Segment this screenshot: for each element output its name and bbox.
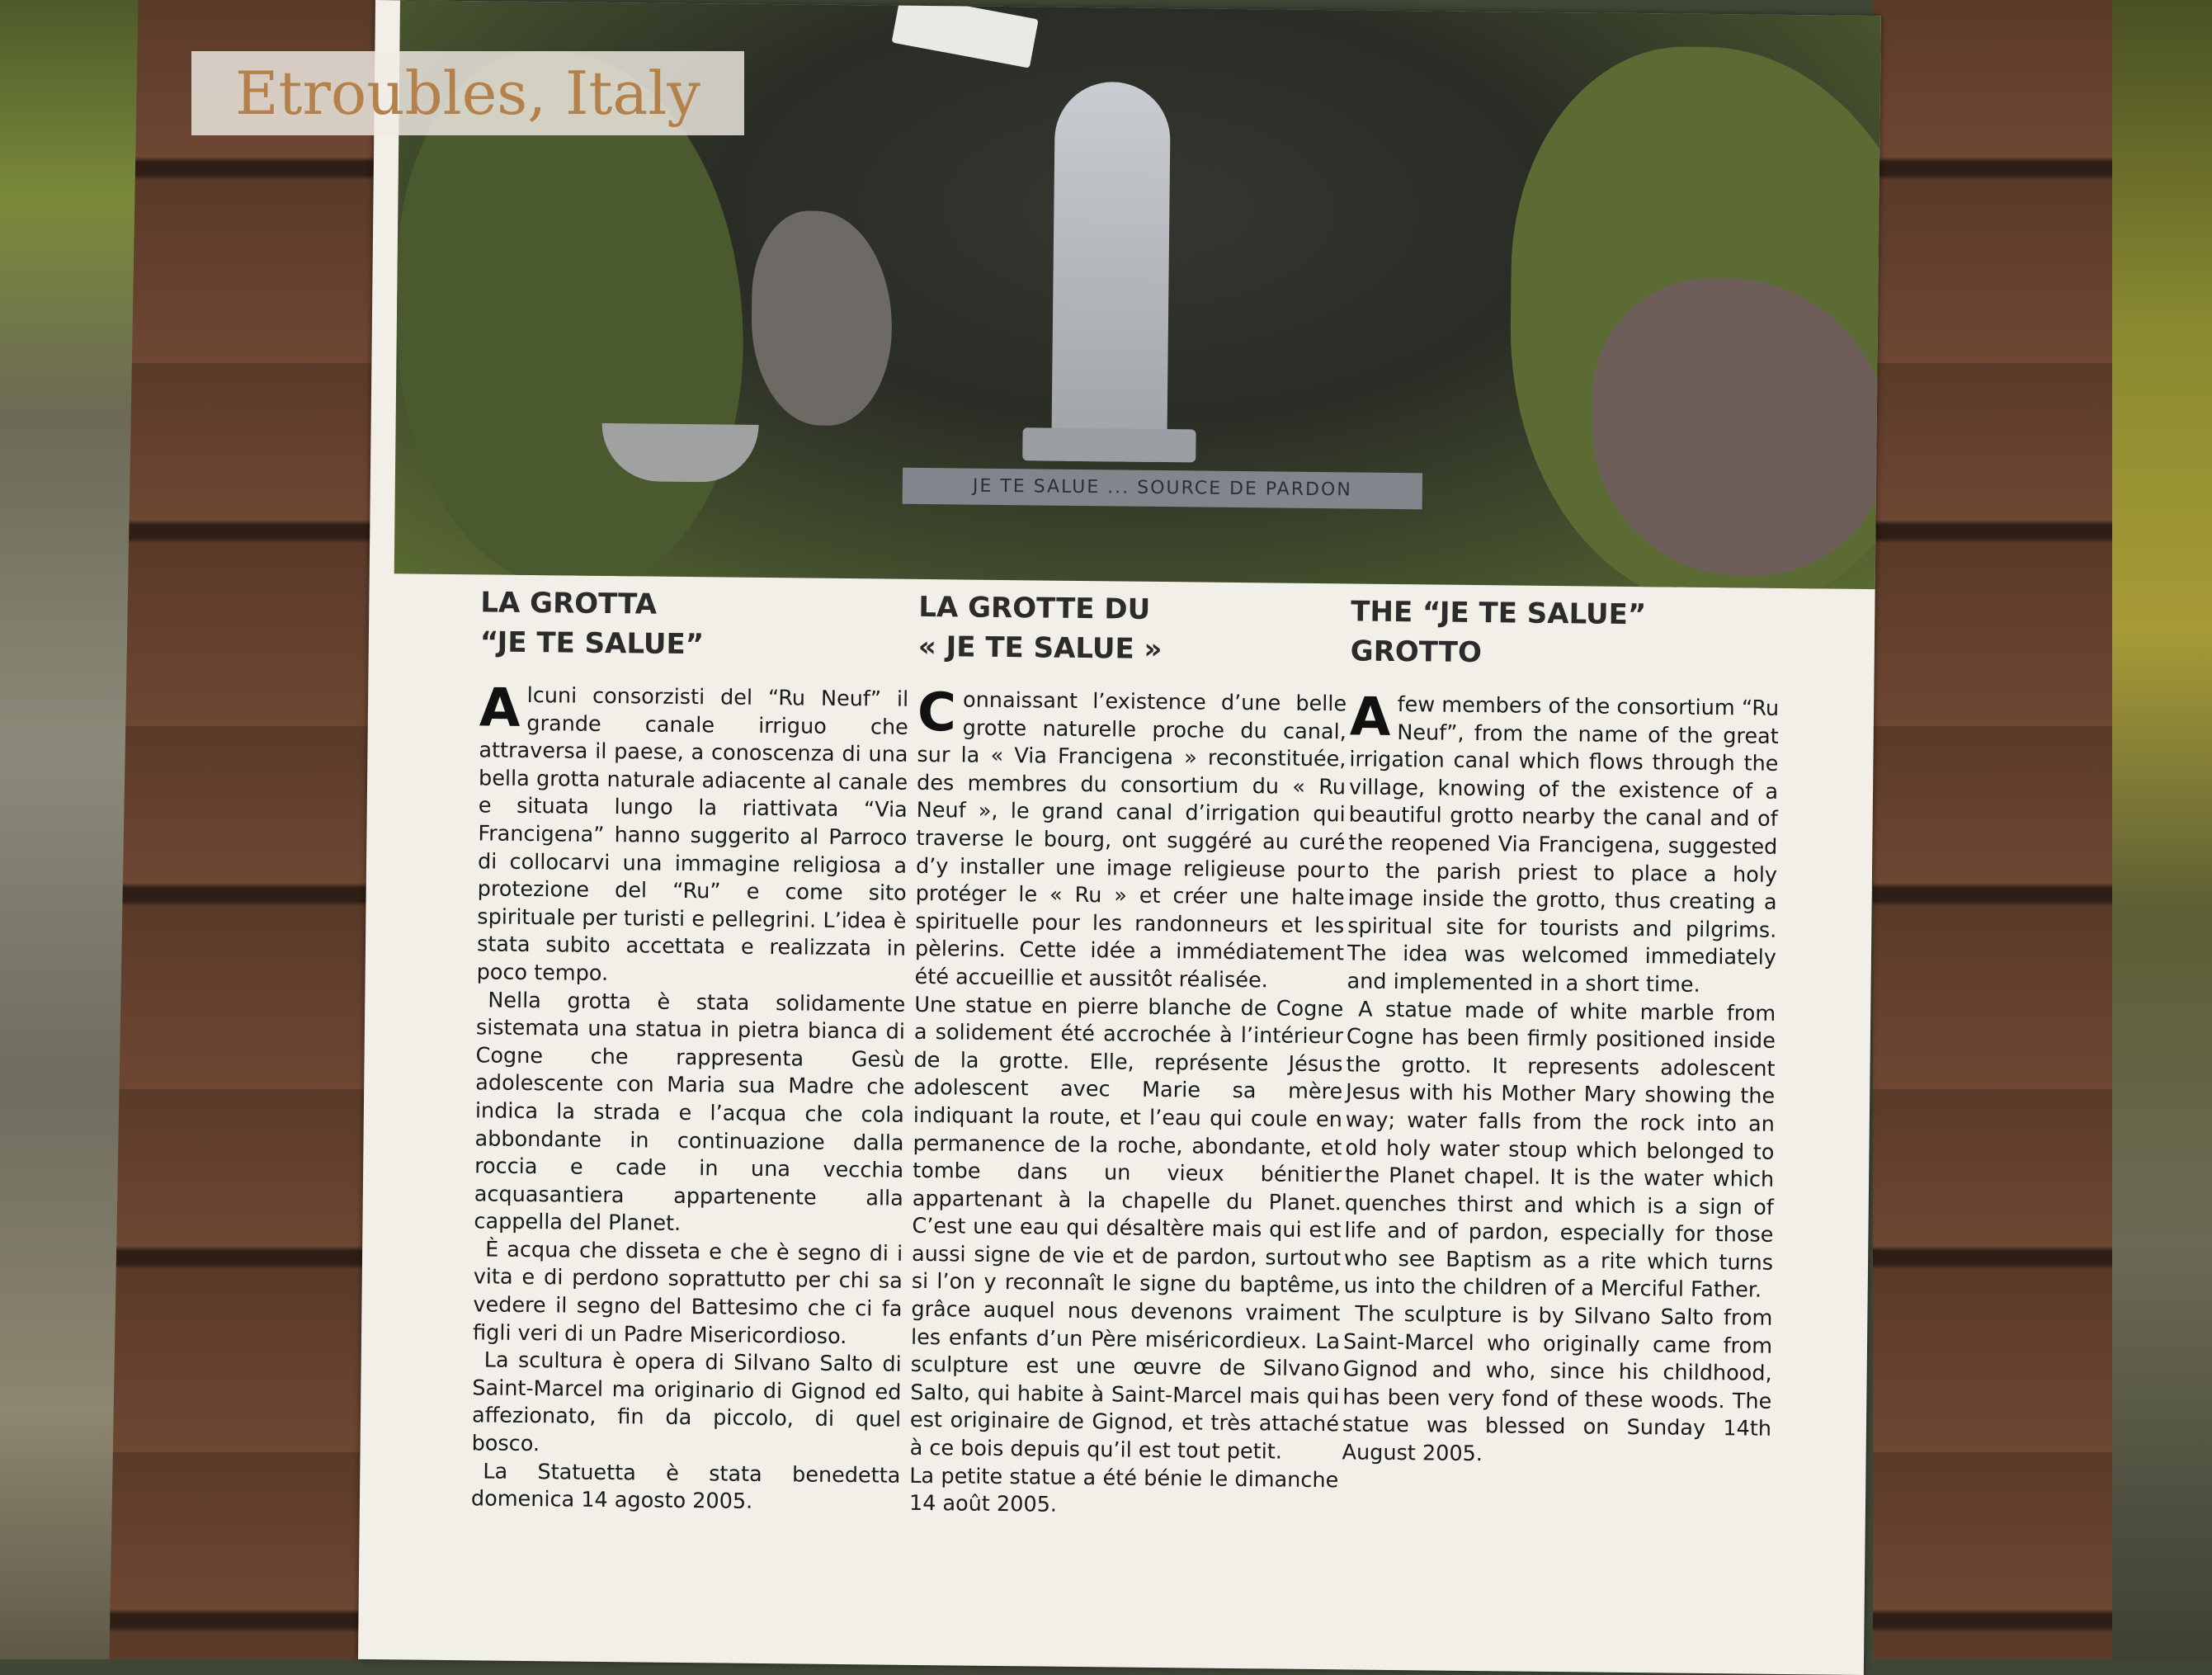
- paragraph: La scultura è opera di Silvano Salto di Saint-Marcel ma originario di Gignod ed affezionato, fin da piccolo, di quel bosco.: [471, 1347, 902, 1457]
- paragraph: Afew members of the consortium “Ru Neuf”, from the name of the great irrigation canal which flows through the village, knowing of the existence of a beautiful grotto nearby the canal and of the reopened Via Francigena, suggested to the parish priest to place a holy image inside the grotto, thus creating a spiritual site for tourists and pilgrims. The idea was welcomed immediately and implemented in a short time.: [1347, 687, 1780, 998]
- column-title: LA GROTTE DU « JE TE SALUE »: [917, 590, 1163, 667]
- paragraph: The sculpture is by Silvano Salto from Saint-Marcel who originally came from Gignod and who, since his childhood, has been very fond of these woods. The statue was blessed on Sunday 14th August 2005.: [1342, 1301, 1773, 1467]
- column-title: LA GROTTA “JE TE SALUE”: [479, 586, 705, 662]
- paragraph: Nella grotta è stata solidamente sistemata una statua in pietra bianca di Cogne che rappresenta Gesù adolescente con Maria sua Madre che indica la strada e l’acqua che cola abbondante in continuazione dalla roccia e cade in una vecchia acquasantiera appartenente alla cappella del Planet.: [474, 988, 906, 1237]
- italian-column: [471, 583, 910, 1517]
- wooden-frame-right: [1873, 0, 2112, 1659]
- torn-paper: [892, 0, 1039, 68]
- statue-figure: [1051, 82, 1171, 462]
- column-title: THE “JE TE SALUE” GROTTO: [1350, 595, 1647, 670]
- text-columns: [358, 573, 1875, 1675]
- grey-rock: [751, 210, 894, 427]
- paragraph: A statue made of white marble from Cogne has been firmly positioned inside the grotto. It represents adolescent Jesus with his Mother Mary showing the way; water falls from the rock into an old holy water stoup which belonged to the Planet chapel. It is the water which quenches thirst and which is a sign of life and of pardon, especially for those who see Baptism as a rite which turns us into the children of a Merciful Father.: [1343, 997, 1776, 1304]
- paragraph: La petite statue a été bénie le dimanche 14 août 2005.: [908, 1463, 1339, 1517]
- english-column: [1342, 592, 1780, 1471]
- stone-plaque: JE TE SALUE ... SOURCE DE PARDON: [903, 468, 1422, 510]
- drop-cap: C: [917, 682, 957, 744]
- mossy-rock-right: [2096, 0, 2212, 1659]
- drop-cap: A: [479, 677, 521, 739]
- drop-cap: A: [1349, 687, 1391, 748]
- info-panel: [358, 0, 1881, 1675]
- paragraph: Alcuni consorzisti del “Ru Neuf” il grande canale irriguo che attraversa il paese, a conoscenza di una bella grotta naturale adiacente al canale e situata lungo la riattivata “Via Francigena” hanno suggerito al Parroco di collocarvi una immagine religiosa a protezione del “Ru” e come sito spirituale per turisti e pellegrini. L’idea è stata subito accettata e realizzata in poco tempo.: [476, 677, 909, 986]
- paragraph: La Statuetta è stata benedetta domenica 14 agosto 2005.: [470, 1459, 901, 1515]
- location-caption: Etroubles, Italy: [234, 59, 701, 128]
- paragraph: Une statue en pierre blanche de Cogne a solidement été accrochée à l’intérieur de la grotte. Elle, représente Jésus adolescent avec Marie sa mère indiquant la route, et l’eau qui coule en permanence de la roche, abondante, et tombe dans un vieux bénitier appartenant à la chapelle du Planet. C’est une eau qui désaltère mais qui est aussi signe de vie et de pardon, surtout si l’on y reconnaît le signe du baptême, grâce auquel nous devenons vraiment les enfants d’un Père miséricordieux. La sculpture est une œuvre de Silvano Salto, qui habite à Saint-Marcel mais qui est originaire de Gignod, et très attaché à ce bois depuis qu’il est tout petit.: [909, 992, 1344, 1465]
- paragraph: È acqua che disseta e che è segno di i vita e di perdono soprattutto per chi sa vedere il segno del Battesimo che ci fa figli veri di un Padre Misericordioso.: [472, 1237, 903, 1349]
- paragraph: Connaissant l’existence d’une belle grotte naturelle proche du canal, sur la « Via Francigena » reconstituée, des membres du consortium du « Ru Neuf », le grand canal d’irrigation qui traverse le bourg, ont suggéré au curé d’y installer une image religieuse pour protéger le « Ru » et créer une halte spirituelle pour les randonneurs et les pèlerins. Cette idée a immédiatement été accueillie et aussitôt réalisée.: [914, 682, 1347, 993]
- french-column: [909, 587, 1348, 1522]
- statue-base: [1022, 427, 1196, 462]
